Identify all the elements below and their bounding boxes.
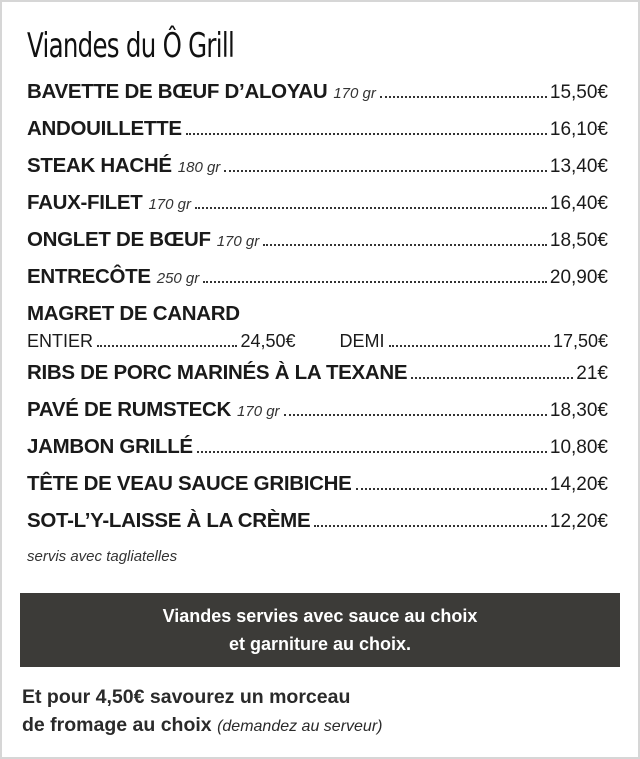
item-weight: 170 gr — [148, 196, 191, 213]
item-name: PAVÉ DE RUMSTECK — [27, 398, 232, 421]
item-name: MAGRET DE CANARD — [27, 302, 240, 325]
dot-leader — [263, 244, 547, 246]
item-name: ANDOUILLETTE — [27, 117, 182, 140]
menu-item — [27, 228, 608, 265]
item-name: SOT-L’Y-LAISSE À LA CRÈME — [27, 509, 311, 532]
dot-leader — [380, 96, 547, 98]
banner-line-1: Viandes servies avec sauce au choix — [162, 606, 478, 626]
offer-line-2: de fromage au choix — [22, 714, 212, 736]
menu-item — [27, 509, 608, 546]
item-price: 15,50€ — [549, 82, 608, 103]
item-name: STEAK HACHÉ — [27, 154, 172, 177]
item-price: 16,40€ — [549, 193, 608, 214]
menu-item — [27, 398, 608, 435]
menu-item — [27, 154, 608, 191]
dot-leader — [411, 377, 573, 379]
item-price: 16,10€ — [549, 119, 608, 140]
item-price: 21€ — [576, 363, 608, 384]
dot-leader — [356, 488, 547, 490]
item-name: RIBS DE PORC MARINÉS À LA TEXANE — [27, 361, 408, 384]
offer-line-1: Et pour 4,50€ savourez un morceau — [22, 686, 351, 708]
whole-label: ENTIER — [27, 331, 94, 351]
item-name: FAUX-FILET — [27, 191, 143, 214]
item-weight: 180 gr — [177, 159, 221, 176]
menu-item — [27, 361, 608, 398]
item-price: 13,40€ — [549, 156, 608, 177]
half-price: 17,50€ — [552, 331, 608, 351]
item-price: 18,30€ — [549, 400, 608, 421]
dot-leader — [224, 170, 547, 172]
menu-item — [27, 191, 608, 228]
item-name: ENTRECÔTE — [27, 265, 151, 288]
item-price: 14,20€ — [549, 474, 608, 495]
item-price: 20,90€ — [549, 267, 608, 288]
item-name: JAMBON GRILLÉ — [27, 435, 193, 458]
dot-leader — [195, 207, 547, 209]
magret-prices — [27, 331, 608, 361]
item-price: 12,20€ — [549, 511, 608, 532]
item-weight: 170 gr — [333, 85, 376, 102]
cheese-offer — [22, 683, 382, 741]
item-price: 10,80€ — [549, 437, 608, 458]
dot-leader — [197, 451, 547, 453]
menu-title: Viandes du Ô Grill — [27, 26, 235, 66]
whole-price: 24,50€ — [240, 331, 296, 351]
item-note: servis avec tagliatelles — [27, 548, 178, 565]
menu-item — [27, 80, 608, 117]
menu-item — [27, 435, 608, 472]
dot-leader — [389, 345, 550, 347]
menu-list — [27, 80, 608, 565]
dot-leader — [314, 525, 547, 527]
dot-leader — [186, 133, 547, 135]
item-weight: 170 gr — [216, 233, 260, 250]
menu-item — [27, 472, 608, 509]
dot-leader — [97, 345, 237, 347]
half-label: DEMI — [339, 331, 385, 351]
dot-leader — [203, 281, 547, 283]
item-name: ONGLET DE BŒUF — [27, 228, 211, 251]
dot-leader — [284, 414, 547, 416]
item-price: 18,50€ — [549, 230, 608, 251]
banner-line-2: et garniture au choix. — [228, 634, 412, 654]
item-name: TÊTE DE VEAU SAUCE GRIBICHE — [27, 472, 352, 495]
menu-item — [27, 265, 608, 302]
item-weight: 170 gr — [237, 403, 280, 420]
menu-item — [27, 117, 608, 154]
item-name: BAVETTE DE BŒUF D’ALOYAU — [27, 80, 328, 103]
info-banner — [20, 593, 620, 667]
offer-aside: (demandez au serveur) — [217, 718, 383, 735]
item-weight: 250 gr — [156, 270, 200, 287]
